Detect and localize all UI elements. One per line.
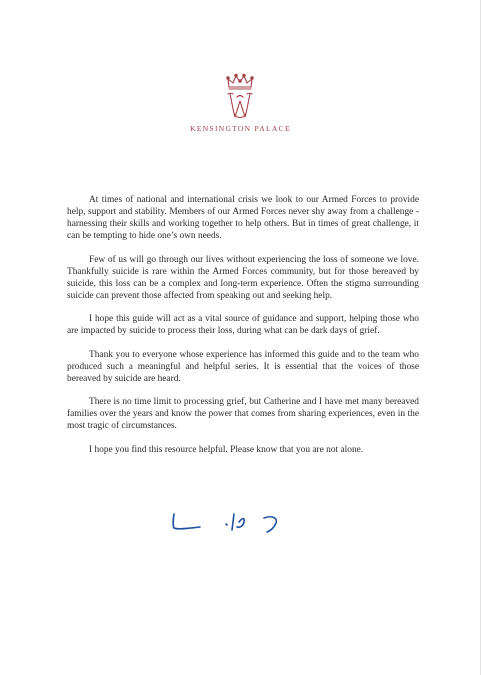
letterhead-title: KENSINGTON PALACE: [190, 124, 291, 133]
paragraph: I hope you find this resource helpful. Please know that you are not alone.: [89, 444, 364, 455]
royal-cypher-icon: [220, 73, 260, 123]
paragraph: Thank you to everyone whose experience has informed this guide and to the team who produced such a meaningful and helpful series. It is essential that the voices of those bereaved by suicide are heard.: [67, 349, 419, 384]
handwritten-signature-icon: [168, 500, 303, 540]
letter-body: [67, 194, 419, 467]
paragraph: At times of national and international crisis we look to our Armed Forces to provide help, support and stability. Members of our Armed Forces never shy away from a challenge - harnessing their skills and working together to help others. But in times of great challenge, it can be tempting to hide one’s own needs.: [67, 195, 419, 241]
paragraph: I hope this guide will act as a vital source of guidance and support, helping those who are impacted by suicide to process their loss, during what can be dark days of grief.: [67, 314, 419, 336]
paragraph: Few of us will go through our lives without experiencing the loss of someone we love. Thankfully suicide is rare within the Armed Forces community, but for those bereaved by suicide, this loss can be a complex and long-term experience. Often the stigma surrounding suicide can prevent those affected from speaking out and seeking help.: [67, 254, 419, 301]
paragraph: There is no time limit to processing grief, but Catherine and I have met many bereaved families over the years and know the power that comes from sharing experiences, even in the most tragic of circumstances.: [67, 397, 419, 431]
